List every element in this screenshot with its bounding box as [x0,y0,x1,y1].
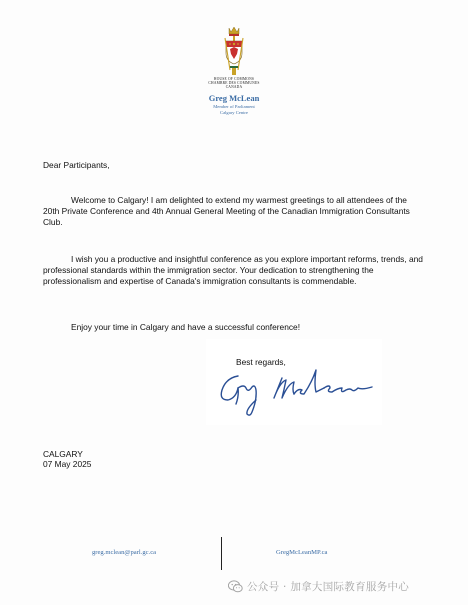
closing-regards: Best regards, [236,357,286,367]
letterhead-house: HOUSE OF COMMONS [213,77,255,81]
footer-divider [221,537,222,570]
letterhead-riding: Calgary Centre [220,110,248,115]
house-of-commons-crest-icon [221,26,247,76]
watermark-text: 公众号 · 加拿大国际教育服务中心 [247,580,410,593]
paragraph-closing-wish: Enjoy your time in Calgary and have a successful conference! [71,322,301,332]
watermark [228,577,409,595]
wechat-icon [228,580,243,593]
letter-date: 07 May 2025 [43,459,92,469]
location-city: CALGARY [43,449,83,459]
footer-email-link[interactable]: greg.mclean@parl.gc.ca [92,549,157,556]
paragraph-welcome: Welcome to Calgary! I am delighted to extend my warmest greetings to all attendees of the 20th Private Conference and 4th Annual General Meeting of the Canadian Immigration Consultants Club. [43,195,410,227]
letterhead-country: CANADA [225,85,243,89]
letterhead-name: Greg McLean [208,93,260,103]
letterhead-chamber: CHAMBRE DES COMMUNES [208,81,260,85]
letterhead-role: Member of Parliament [213,104,255,109]
paragraph-wishes: I wish you a productive and insightful conference as you explore important reforms, trends, and professional standards within the immigration sector. Your dedication to strengthening the professionalism and expertise of Canada's immigration consultants is commendable. [43,254,423,286]
handwritten-signature [212,360,384,422]
salutation: Dear Participants, [43,160,110,170]
footer-website-link[interactable]: GregMcLeanMP.ca [276,549,328,556]
